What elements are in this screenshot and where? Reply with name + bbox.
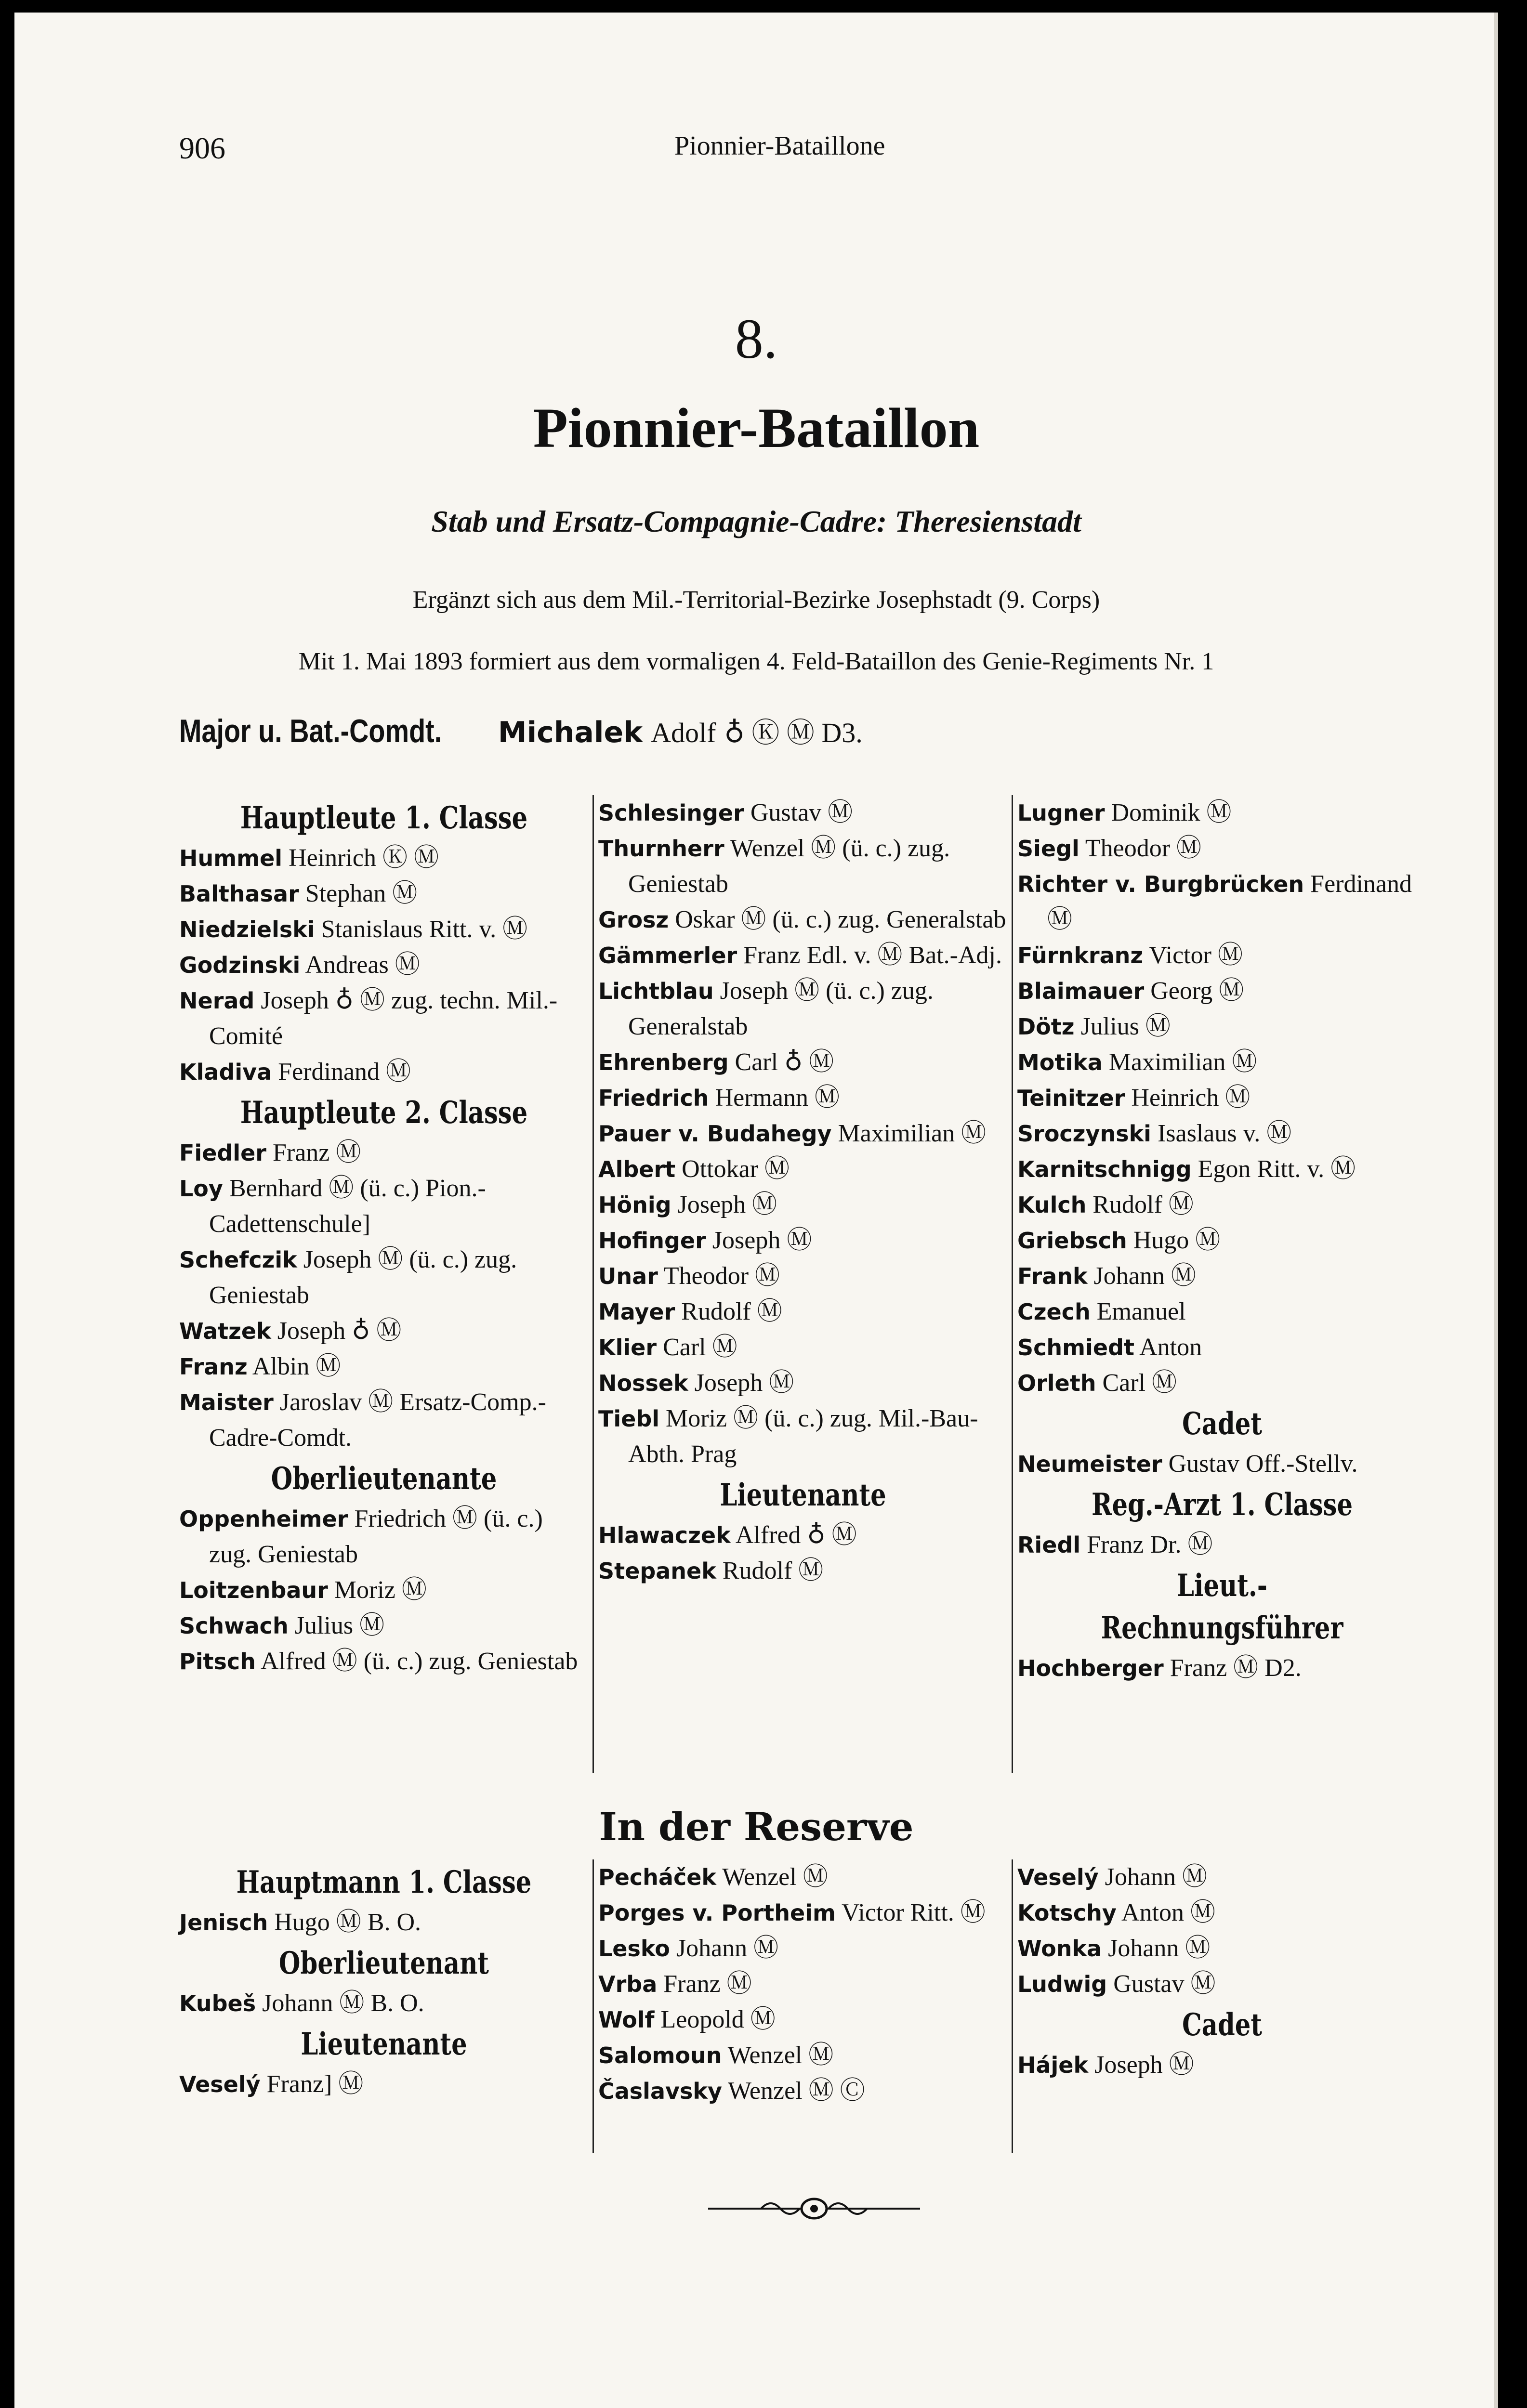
stab-line: Stab und Ersatz-Compagnie-Cadre: Theresienstadt: [431, 504, 1081, 538]
surname: Oppenheimer: [179, 1506, 348, 1532]
entry-details: Andreas Ⓜ: [300, 951, 420, 979]
roster-entry: [598, 1365, 1008, 1401]
surname: Neumeister: [1017, 1451, 1162, 1477]
surname: Mayer: [598, 1299, 675, 1325]
roster-entry: [1017, 1966, 1427, 2002]
surname: Wolf: [598, 2007, 655, 2033]
entry-details: Wenzel Ⓜ (ü. c.) zug. Geniestab: [628, 835, 950, 898]
roster-entry: [1017, 1330, 1427, 1365]
surname: Schwach: [179, 1613, 289, 1639]
entry-details: Franz Edl. v. Ⓜ Bat.-Adj.: [737, 942, 1002, 969]
column-divider: [1012, 1859, 1013, 2153]
entry-details: Carl Ⓜ: [657, 1334, 737, 1361]
surname: Godzinski: [179, 952, 301, 978]
entry-details: Heinrich Ⓜ: [1125, 1084, 1251, 1112]
surname: Nossek: [598, 1370, 688, 1396]
roster-entry: [179, 876, 589, 912]
entry-details: Ferdinand Ⓜ: [272, 1058, 411, 1086]
surname: Pecháček: [598, 1864, 717, 1890]
roster-entry: [598, 1080, 1008, 1116]
entry-details: Leopold Ⓜ: [654, 2006, 776, 2033]
running-title: Pionnier-Bataillone: [674, 131, 885, 161]
battalion-number: 8.: [735, 307, 778, 370]
battalion-title: Pionnier-Bataillon: [533, 396, 980, 459]
surname: Frank: [1017, 1263, 1088, 1289]
surname: Franz: [179, 1354, 248, 1380]
roster-entry: [1017, 1859, 1427, 1895]
roster-entry: [179, 1242, 589, 1313]
entry-details: Rudolf Ⓜ: [675, 1298, 782, 1325]
roster-entry: [1017, 1258, 1427, 1294]
formation-line: Mit 1. Mai 1893 formiert aus dem vormaligen 4. Feld-Bataillon des Genie-Regiments Nr. 1: [298, 648, 1214, 675]
entry-details: Moriz Ⓜ (ü. c.) zug. Mil.-Bau-Abth. Prag: [628, 1405, 978, 1468]
reserve-column-1: [179, 1859, 589, 2102]
commander-rank: Major u. Bat.-Comdt.: [179, 713, 442, 749]
column-divider: [592, 795, 594, 1773]
surname: Porges v. Portheim: [598, 1900, 836, 1926]
closing-ornament: [708, 2194, 920, 2223]
entry-details: Joseph Ⓜ: [706, 1227, 812, 1254]
recruitment-line: Ergänzt sich aus dem Mil.-Territorial-Bezirke Josephstadt (9. Corps): [412, 586, 1100, 614]
entry-details: Joseph ♁ Ⓜ: [271, 1317, 402, 1345]
commander-line: [179, 710, 863, 750]
entry-details: Franz Ⓜ: [266, 1139, 361, 1166]
roster-entry: [598, 1045, 1008, 1080]
paper-page: [14, 13, 1498, 2408]
surname: Lugner: [1017, 800, 1105, 826]
column-divider: [592, 1859, 594, 2153]
entry-details: Egon Ritt. v. Ⓜ: [1191, 1155, 1356, 1183]
roster-entry: [598, 1187, 1008, 1223]
surname: Loy: [179, 1176, 223, 1202]
entry-details: Hugo Ⓜ: [1127, 1227, 1221, 1254]
surname: Hofinger: [598, 1228, 706, 1254]
surname: Griebsch: [1017, 1228, 1127, 1254]
surname: Karnitschnigg: [1017, 1156, 1192, 1182]
entry-details: Hugo Ⓜ B. O.: [268, 1909, 421, 1936]
active-column-1: [179, 795, 589, 1679]
surname: Thurnherr: [598, 836, 724, 862]
roster-entry: [179, 2067, 589, 2102]
rank-heading: Hauptmann 1. Classe: [236, 1864, 532, 1900]
entry-details: Moriz Ⓜ: [328, 1576, 427, 1604]
entry-details: Joseph Ⓜ: [1088, 2051, 1194, 2079]
roster-entry: [1017, 1187, 1427, 1223]
surname: Kladiva: [179, 1059, 272, 1085]
surname: Teinitzer: [1017, 1085, 1125, 1111]
entry-details: Wenzel Ⓜ: [716, 1863, 828, 1891]
roster-entry: [598, 902, 1008, 938]
surname: Veselý: [1017, 1864, 1099, 1890]
entry-details: Gustav Ⓜ: [1107, 1970, 1216, 1998]
entry-details: Franz Ⓜ D2.: [1163, 1654, 1302, 1682]
surname: Schmiedt: [1017, 1335, 1134, 1361]
surname: Klier: [598, 1335, 657, 1361]
entry-details: Johann Ⓜ: [1102, 1935, 1211, 1962]
entry-details: Oskar Ⓜ (ü. c.) zug. Generalstab: [669, 906, 1006, 933]
entry-details: Rudolf Ⓜ: [1086, 1191, 1194, 1218]
roster-entry: [1017, 2047, 1427, 2083]
entry-details: Franz Ⓜ: [657, 1970, 752, 1998]
roster-entry: [1017, 938, 1427, 973]
roster-entry: [1017, 1152, 1427, 1187]
entry-details: Anton: [1134, 1334, 1202, 1361]
roster-entry: [598, 2038, 1008, 2073]
roster-entry: [179, 1644, 589, 1679]
entry-details: Maximilian Ⓜ: [831, 1120, 987, 1147]
roster-entry: [179, 1608, 589, 1644]
roster-entry: [598, 1401, 1008, 1472]
roster-entry: [598, 2073, 1008, 2109]
surname: Časlavsky: [598, 2078, 722, 2104]
surname: Veselý: [179, 2071, 261, 2097]
surname: Ehrenberg: [598, 1049, 729, 1075]
surname: Unar: [598, 1263, 658, 1289]
entry-details: Franz Dr. Ⓜ: [1080, 1531, 1213, 1558]
roster-entry: [1017, 1365, 1427, 1401]
surname: Orleth: [1017, 1370, 1096, 1396]
rank-heading: Oberlieutenante: [271, 1461, 497, 1497]
rank-heading: Lieutenante: [720, 1477, 886, 1513]
entry-details: Victor Ritt. Ⓜ: [835, 1899, 986, 1926]
roster-entry: [179, 912, 589, 947]
reserve-column-2: [598, 1859, 1008, 2109]
roster-entry: [179, 1349, 589, 1385]
rank-heading: Cadet: [1182, 1406, 1262, 1442]
surname: Fiedler: [179, 1140, 266, 1166]
surname: Albert: [598, 1156, 676, 1182]
surname: Vrba: [598, 1971, 658, 1997]
roster-entry: [179, 1572, 589, 1608]
roster-entry: [598, 795, 1008, 831]
column-divider: [1012, 795, 1013, 1773]
roster-entry: [598, 1223, 1008, 1258]
roster-entry: [598, 1518, 1008, 1553]
entry-details: Wenzel Ⓜ: [722, 2042, 834, 2069]
entry-details: Franz] Ⓜ: [260, 2070, 364, 2098]
rank-heading: Hauptleute 2. Classe: [240, 1095, 528, 1131]
entry-details: Emanuel: [1090, 1298, 1186, 1325]
entry-details: Johann Ⓜ: [1087, 1262, 1196, 1290]
entry-details: Stanislaus Ritt. v. Ⓜ: [315, 916, 528, 943]
surname: Jenisch: [179, 1910, 268, 1936]
roster-entry: [1017, 1080, 1427, 1116]
entry-details: Carl ♁ Ⓜ: [728, 1048, 834, 1076]
roster-entry: [179, 1501, 589, 1572]
surname: Niedzielski: [179, 916, 315, 942]
entry-details: Jaroslav Ⓜ Ersatz-Comp.-Cadre-Comdt.: [209, 1388, 546, 1452]
reserve-column-3: [1017, 1859, 1427, 2083]
commander-decorations: ♁ Ⓚ Ⓜ D3.: [724, 717, 863, 748]
roster-entry: [598, 1152, 1008, 1187]
surname: Dötz: [1017, 1014, 1075, 1040]
entry-details: Theodor Ⓜ: [1079, 835, 1202, 862]
surname: Siegl: [1017, 836, 1079, 862]
roster-entry: [598, 1966, 1008, 2002]
surname: Maister: [179, 1389, 274, 1415]
entry-details: Maximilian Ⓜ: [1102, 1048, 1257, 1076]
entry-details: Gustav Off.-Stellv.: [1162, 1450, 1358, 1478]
entry-details: Isaslaus v. Ⓜ: [1151, 1120, 1292, 1147]
surname: Kubeš: [179, 1990, 256, 2016]
surname: Fürnkranz: [1017, 942, 1144, 968]
rank-heading: Oberlieutenant: [278, 1945, 489, 1981]
surname: Lesko: [598, 1936, 670, 1962]
surname: Hönig: [598, 1192, 671, 1218]
surname: Watzek: [179, 1318, 271, 1344]
entry-details: Anton Ⓜ: [1116, 1899, 1215, 1926]
roster-entry: [179, 1313, 589, 1349]
roster-entry: [179, 1135, 589, 1171]
roster-entry: [1017, 1931, 1427, 1966]
entry-details: Carl Ⓜ: [1096, 1369, 1177, 1397]
surname: Czech: [1017, 1299, 1091, 1325]
roster-entry: [179, 983, 589, 1054]
roster-entry: [1017, 831, 1427, 866]
roster-entry: [598, 1895, 1008, 1931]
surname: Grosz: [598, 907, 669, 933]
surname: Schlesinger: [598, 800, 744, 826]
surname: Tiebl: [598, 1406, 660, 1432]
roster-entry: [1017, 1895, 1427, 1931]
roster-entry: [1017, 1446, 1427, 1482]
roster-entry: [1017, 1045, 1427, 1080]
roster-entry: [598, 1294, 1008, 1330]
roster-entry: [1017, 1527, 1427, 1563]
surname: Lichtblau: [598, 978, 714, 1004]
rank-heading: Lieutenante: [301, 2026, 467, 2062]
roster-entry: [598, 1553, 1008, 1589]
roster-entry: [598, 1931, 1008, 1966]
surname: Stepanek: [598, 1558, 716, 1584]
surname: Loitzenbaur: [179, 1577, 328, 1603]
entry-details: Joseph Ⓜ: [688, 1369, 794, 1397]
surname: Friedrich: [598, 1085, 709, 1111]
roster-entry: [1017, 1294, 1427, 1330]
roster-entry: [598, 973, 1008, 1045]
active-column-2: [598, 795, 1008, 1589]
roster-entry: [1017, 795, 1427, 831]
entry-details: Theodor Ⓜ: [658, 1262, 780, 1290]
entry-details: Joseph Ⓜ (ü. c.) zug. Generalstab: [628, 977, 934, 1040]
rank-heading: Cadet: [1182, 2007, 1262, 2043]
surname: Balthasar: [179, 881, 299, 907]
entry-details: Albin Ⓜ: [247, 1353, 341, 1380]
roster-entry: [179, 840, 589, 876]
surname: Kotschy: [1017, 1900, 1117, 1926]
entry-details: Stephan Ⓜ: [299, 880, 418, 907]
surname: Nerad: [179, 988, 255, 1014]
roster-entry: [598, 1859, 1008, 1895]
roster-entry: [179, 1171, 589, 1242]
entry-details: Julius Ⓜ: [288, 1612, 385, 1639]
roster-entry: [179, 1054, 589, 1090]
roster-entry: [598, 2002, 1008, 2038]
entry-details: Johann Ⓜ B. O.: [256, 1989, 424, 2017]
surname: Richter v. Burgbrücken: [1017, 871, 1304, 897]
surname: Sroczynski: [1017, 1121, 1151, 1147]
surname: Pitsch: [179, 1649, 256, 1675]
entry-details: Georg Ⓜ: [1144, 977, 1244, 1005]
surname: Ludwig: [1017, 1971, 1107, 1997]
entry-details: Friedrich Ⓜ (ü. c.) zug. Geniestab: [209, 1505, 543, 1568]
roster-entry: [598, 938, 1008, 973]
entry-details: Gustav Ⓜ: [744, 799, 853, 826]
commander-given-name: Adolf: [651, 717, 716, 748]
roster-entry: [1017, 1223, 1427, 1258]
rank-heading: Reg.-Arzt 1. Classe: [1091, 1487, 1353, 1523]
entry-details: Wenzel Ⓜ Ⓒ: [722, 2077, 865, 2105]
roster-entry: [598, 1116, 1008, 1152]
surname: Motika: [1017, 1049, 1103, 1075]
surname: Hummel: [179, 845, 283, 871]
roster-entry: [598, 1330, 1008, 1365]
surname: Hájek: [1017, 2052, 1089, 2078]
surname: Blaimauer: [1017, 978, 1145, 1004]
roster-entry: [1017, 1116, 1427, 1152]
entry-details: Joseph ♁ Ⓜ zug. techn. Mil.-Comité: [209, 987, 558, 1050]
surname: Wonka: [1017, 1936, 1102, 1962]
roster-entry: [1017, 973, 1427, 1009]
entry-details: Joseph Ⓜ (ü. c.) zug. Geniestab: [209, 1246, 517, 1309]
roster-entry: [1017, 866, 1427, 938]
roster-entry: [598, 1258, 1008, 1294]
roster-entry: [179, 1385, 589, 1456]
roster-entry: [179, 1986, 589, 2021]
entry-details: Dominik Ⓜ: [1105, 799, 1232, 826]
roster-entry: [179, 1905, 589, 1940]
rank-heading: Lieut.-Rechnungsführer: [1101, 1568, 1343, 1646]
surname: Gämmerler: [598, 942, 737, 968]
reserve-heading: In der Reserve: [599, 1804, 914, 1849]
surname: Schefczik: [179, 1247, 297, 1273]
entry-details: Ferdinand Ⓜ: [1047, 870, 1412, 933]
entry-details: Alfred ♁ Ⓜ: [730, 1521, 857, 1549]
entry-details: Bernhard Ⓜ (ü. c.) Pion.-Cadettenschule]: [209, 1175, 486, 1238]
active-column-3: [1017, 795, 1427, 1686]
roster-entry: [598, 831, 1008, 902]
roster-entry: [179, 947, 589, 983]
entry-details: Joseph Ⓜ: [671, 1191, 777, 1218]
entry-details: Julius Ⓜ: [1074, 1013, 1171, 1040]
page-number: 906: [179, 131, 225, 165]
surname: Salomoun: [598, 2042, 722, 2068]
surname: Kulch: [1017, 1192, 1087, 1218]
roster-entry: [1017, 1650, 1427, 1686]
rank-heading: Hauptleute 1. Classe: [240, 800, 528, 836]
entry-details: Johann Ⓜ: [1098, 1863, 1207, 1891]
entry-details: Heinrich Ⓚ Ⓜ: [282, 844, 439, 872]
entry-details: Rudolf Ⓜ: [716, 1557, 824, 1584]
commander-surname: Michalek: [498, 716, 643, 749]
surname: Riedl: [1017, 1532, 1081, 1558]
entry-details: Hermann Ⓜ: [709, 1084, 840, 1112]
roster-entry: [1017, 1009, 1427, 1045]
entry-details: Johann Ⓜ: [670, 1935, 779, 1962]
entry-details: Victor Ⓜ: [1143, 942, 1243, 969]
entry-details: Alfred Ⓜ (ü. c.) zug. Geniestab: [255, 1648, 578, 1675]
surname: Hlawaczek: [598, 1522, 731, 1548]
surname: Pauer v. Budahegy: [598, 1121, 832, 1147]
entry-details: Ottokar Ⓜ: [675, 1155, 790, 1183]
surname: Hochberger: [1017, 1655, 1164, 1681]
